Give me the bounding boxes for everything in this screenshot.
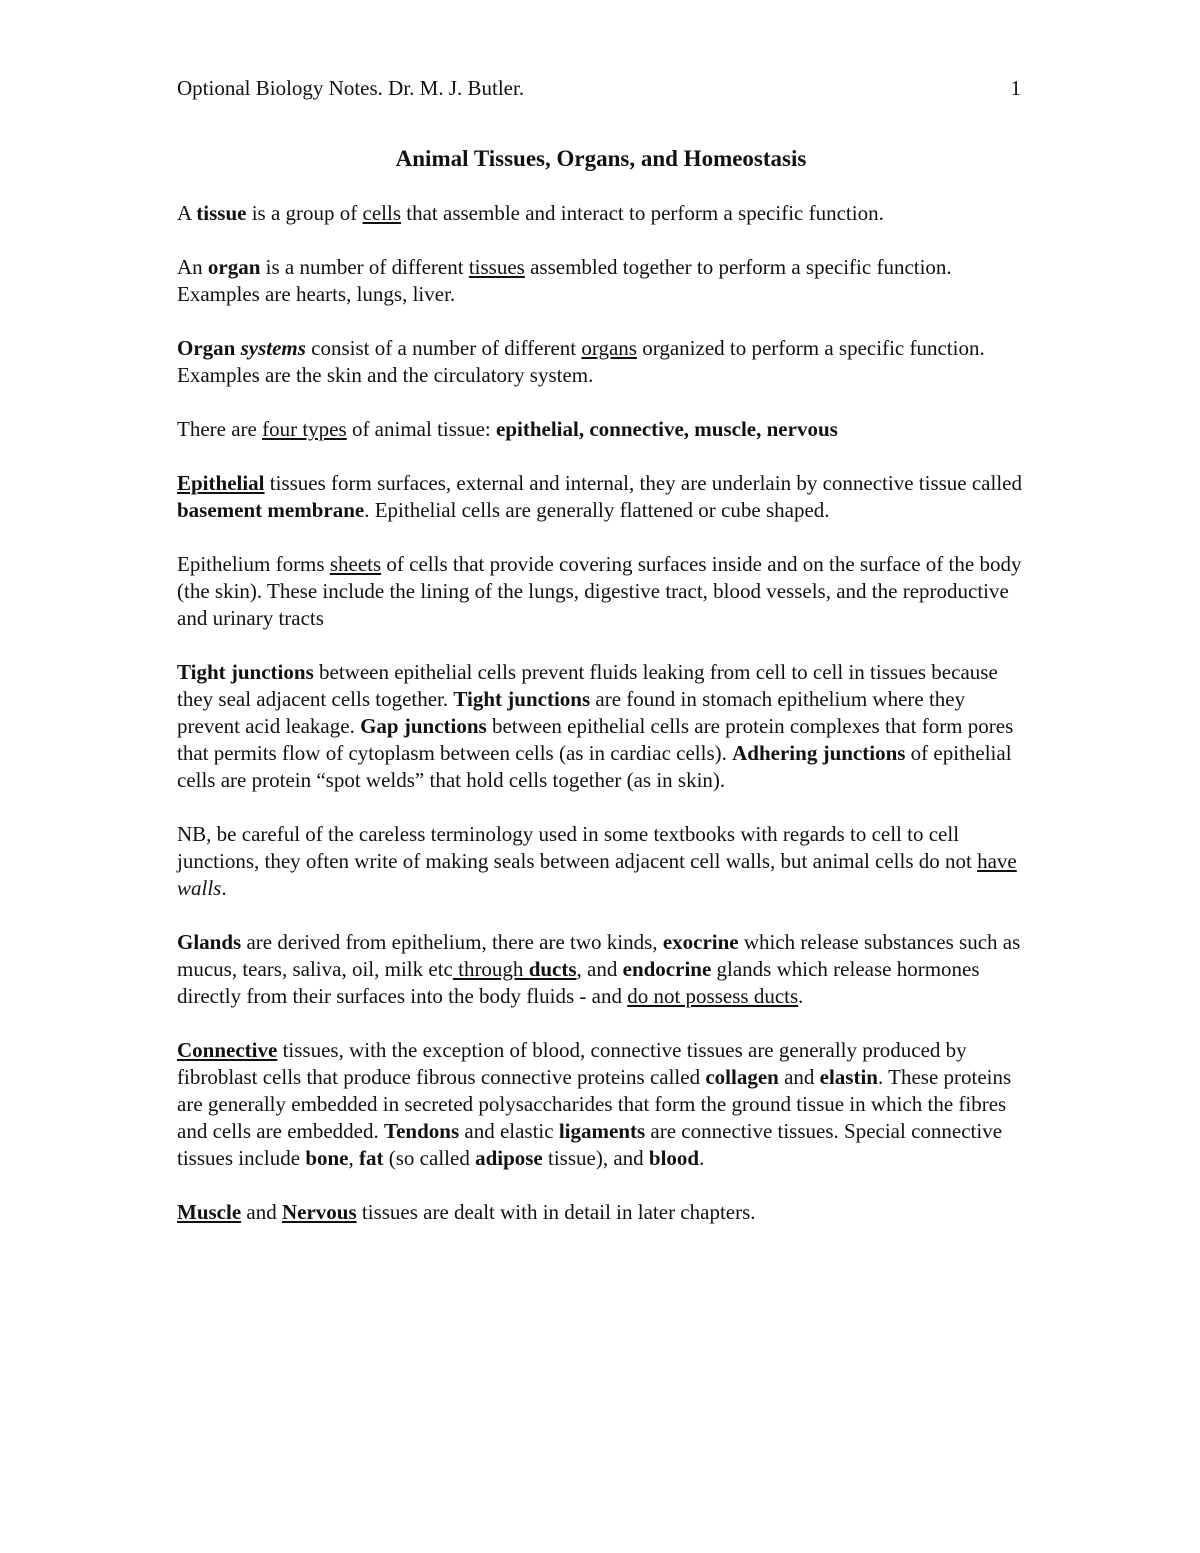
term-tendons: Tendons [384,1119,460,1143]
text-run: consist of a number of different [305,336,582,360]
text-run: . [699,1146,705,1170]
term-through: through [452,957,529,981]
text-run: . [798,984,804,1008]
text-run: of cells that provide covering surfaces inside and on the surface of the body (the skin). These include the lining of the lungs, digestive tract, blood vessels, and the reproductive and urinary tracts [177,552,1022,630]
term-four-types: four types [262,417,347,441]
term-have: have [977,849,1017,873]
text-run: and [778,1065,820,1089]
term-nervous: Nervous [281,1200,357,1224]
term-ligaments: ligaments [558,1119,646,1143]
text-run: . [221,876,227,900]
text-run: . These proteins are generally embedded in secreted polysaccharides that form the ground tissue in which the fibres and cells are embedded. [177,1065,1012,1143]
text-run: are derived from epithelium, there are two kinds, [241,930,663,954]
term-endocrine: endocrine [622,957,712,981]
paragraph-epithelial [177,470,1027,524]
page-number: 1 [1010,76,1021,100]
paragraph-epithelium-sheets [177,551,1027,632]
paragraph-connective [177,1037,1027,1172]
text-run: are connective tissues. Special connective tissues include [177,1119,1003,1170]
term-organ: Organ [177,336,241,360]
term-tight-junctions: Tight junctions [177,660,314,684]
paragraph-organ-systems [177,335,1027,389]
term-connective: Connective [177,1038,278,1062]
text-run: is a group of [246,201,363,225]
term-organs: organs [581,336,637,360]
text-run: NB, be careful of the careless terminology used in some textbooks with regards to cell to cell junctions, they often write of making seals between adjacent cell walls, but animal cells do not [177,822,978,873]
text-run: between epithelial cells are protein complexes that form pores that permits flow of cytoplasm between cells (as in cardiac cells). [177,714,1014,765]
text-run: tissues, with the exception of blood, connective tissues are generally produced by fibroblast cells that produce fibrous connective proteins called [177,1038,967,1089]
term-bone: bone [305,1146,349,1170]
text-run: is a number of different [260,255,469,279]
text-run: of epithelial cells are protein “spot welds” that hold cells together (as in skin). [177,741,1012,792]
text-run: and elastic [459,1119,559,1143]
paragraph-muscle-nervous [177,1199,1027,1226]
term-sheets: sheets [329,552,382,576]
text-run: tissues are dealt with in detail in later chapters. [356,1200,756,1224]
term-muscle: Muscle [177,1200,242,1224]
text-run: organized to perform a specific function. Examples are the skin and the circulatory system. [177,336,985,387]
term-adhering-junctions: Adhering junctions [732,741,906,765]
text-run: There are [177,417,263,441]
text-run: glands which release hormones directly from their surfaces into the body fluids - and [177,957,980,1008]
paragraph-organ-definition [177,254,1027,308]
text-run: are found in stomach epithelium where they prevent acid leakage. [177,687,966,738]
text-run: , and [576,957,623,981]
term-tight-junctions: Tight junctions [453,687,591,711]
term-collagen: collagen [705,1065,779,1089]
text-run: An [177,255,208,279]
term-basement-membrane: basement membrane [177,498,365,522]
paragraph-junctions [177,659,1027,794]
text-run: between epithelial cells prevent fluids leaking from cell to cell in tissues because they seal adjacent cells together. [177,660,998,711]
text-run: assembled together to perform a specific function. Examples are hearts, lungs, liver. [177,255,952,306]
term-gap-junctions: Gap junctions [360,714,487,738]
text-run: and [241,1200,282,1224]
text-run: (so called [383,1146,476,1170]
term-elastin: elastin [819,1065,878,1089]
running-header [177,74,1025,104]
term-tissue-list: epithelial, connective, muscle, nervous [496,417,838,441]
text-run: , [348,1146,360,1170]
term-exocrine: exocrine [662,930,739,954]
term-tissues: tissues [468,255,525,279]
term-systems: systems [240,336,306,360]
term-glands: Glands [177,930,242,954]
term-fat: fat [359,1146,384,1170]
term-do-not-possess-ducts: do not possess ducts [627,984,799,1008]
term-adipose: adipose [475,1146,543,1170]
term-blood: blood [648,1146,700,1170]
paragraph-glands [177,929,1027,1010]
text-run: tissues form surfaces, external and internal, they are underlain by connective tissue called [264,471,1022,495]
term-ducts: ducts [528,957,577,981]
term-cells: cells [362,201,402,225]
text-run: Epithelium forms [177,552,330,576]
term-epithelial: Epithelial [177,471,265,495]
paragraph-terminology-note [177,821,1027,902]
term-tissue: tissue [196,201,247,225]
paragraph-tissue-definition [177,200,1027,227]
text-run: . Epithelial cells are generally flattened or cube shaped. [364,498,830,522]
term-organ: organ [207,255,261,279]
header-author-line: Optional Biology Notes. Dr. M. J. Butler. [177,76,525,100]
text-run: that assemble and interact to perform a specific function. [401,201,884,225]
paragraph-tissue-types [177,416,1027,443]
text-run: which release substances such as mucus, tears, saliva, oil, milk etc [177,930,1021,981]
term-walls: walls [177,876,222,900]
text-run: A [177,201,197,225]
text-run: of animal tissue: [346,417,496,441]
document-body [177,200,1027,1253]
text-run: tissue), and [542,1146,649,1170]
document-title: Animal Tissues, Organs, and Homeostasis [395,146,807,171]
